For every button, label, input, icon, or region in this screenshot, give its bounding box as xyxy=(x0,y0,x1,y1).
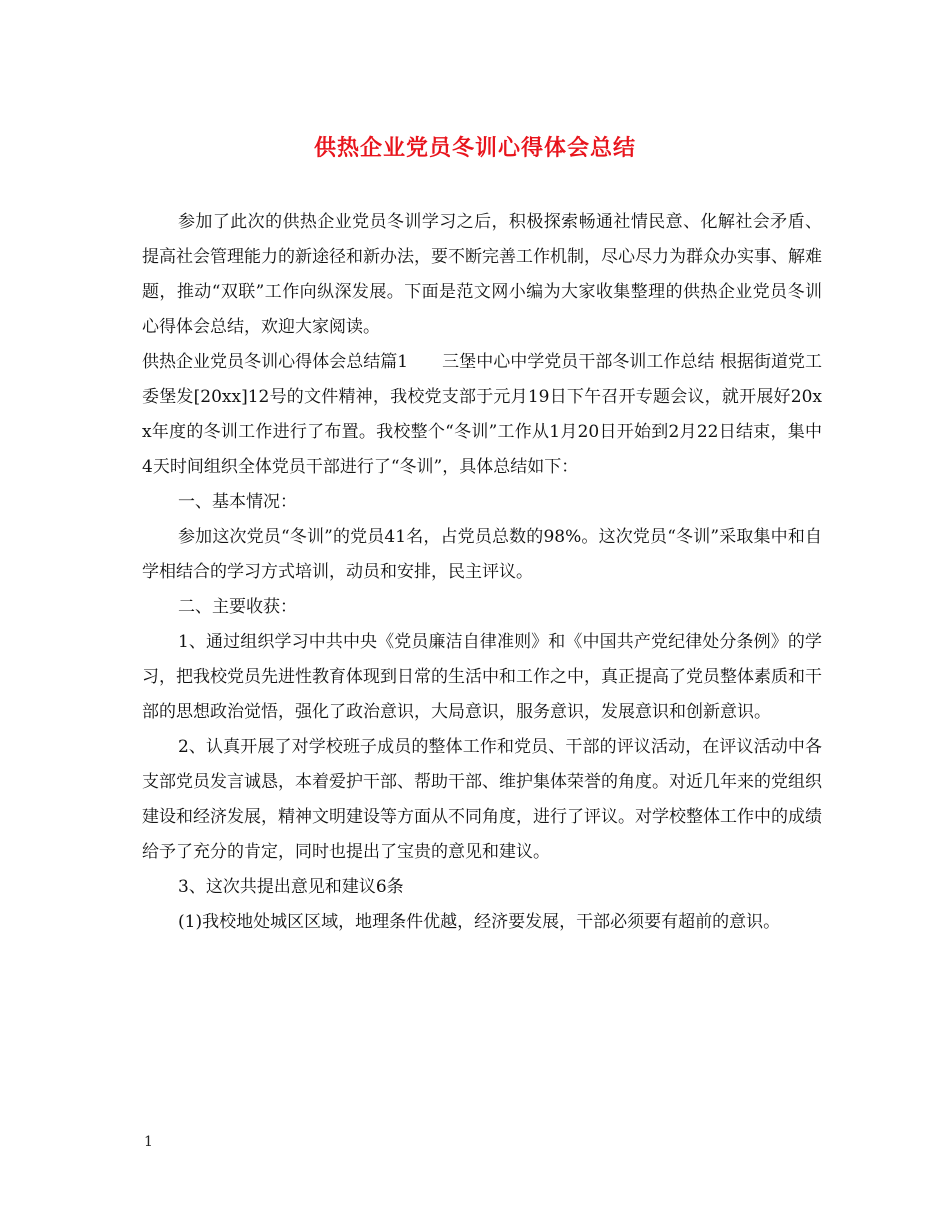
paragraph-basic-situation: 参加这次党员“冬训”的党员41名，占党员总数的98%。这次党员“冬训”采取集中和自学相结合的学习方式培训，动员和安排，民主评议。 xyxy=(142,527,822,582)
page-number: 1 xyxy=(144,1134,153,1150)
document-title: 供热企业党员冬训心得体会总结 xyxy=(313,135,636,161)
paragraph-gain-1: 1、通过组织学习中共中央《党员廉洁自律准则》和《中国共产党纪律处分条例》的学习，把我校党员先进性教育体现到日常的生活中和工作之中，真正提高了党员整体素质和干部的思想政治觉悟，强化了政治意识，大局意识，服务意识，发展意识和创新意识。 xyxy=(142,632,822,722)
paragraph-gain-2: 2、认真开展了对学校班子成员的整体工作和党员、干部的评议活动，在评议活动中各支部党员发言诚恳，本着爱护干部、帮助干部、维护集体荣誉的角度。对近几年来的党组织建设和经济发展，精神文明建设等方面从不同角度，进行了评议。对学校整体工作中的成绩给予了充分的肯定，同时也提出了宝贵的意见和建议。 xyxy=(142,737,822,862)
document-body xyxy=(142,205,822,940)
intro-paragraph: 参加了此次的供热企业党员冬训学习之后，积极探索畅通社情民意、化解社会矛盾、提高社会管理能力的新途径和新办法，要不断完善工作机制，尽心尽力为群众办实事、解难题，推动“双联”工作向纵深发展。下面是范文网小编为大家收集整理的供热企业党员冬训心得体会总结，欢迎大家阅读。 xyxy=(142,212,822,337)
paragraph-gain-3: 3、这次共提出意见和建议6条 xyxy=(178,877,404,897)
heading-main-gains: 二、主要收获： xyxy=(178,597,297,617)
paragraph-suggestion-1: (1)我校地处城区区域，地理条件优越，经济要发展，干部必须要有超前的意识。 xyxy=(178,912,781,932)
section-paragraph-article-1: 供热企业党员冬训心得体会总结篇1 三堡中心中学党员干部冬训工作总结 根据街道党工委堡发[20xx]12号的文件精神，我校党支部于元月19日下午召开专题会议，就开展好20xx年度的冬训工作进行了布置。我校整个“冬训”工作从1月20日开始到2月22日结束，集中4天时间组织全体党员干部进行了“冬训”，具体总结如下： xyxy=(142,352,822,477)
heading-basic-situation: 一、基本情况： xyxy=(178,492,297,512)
